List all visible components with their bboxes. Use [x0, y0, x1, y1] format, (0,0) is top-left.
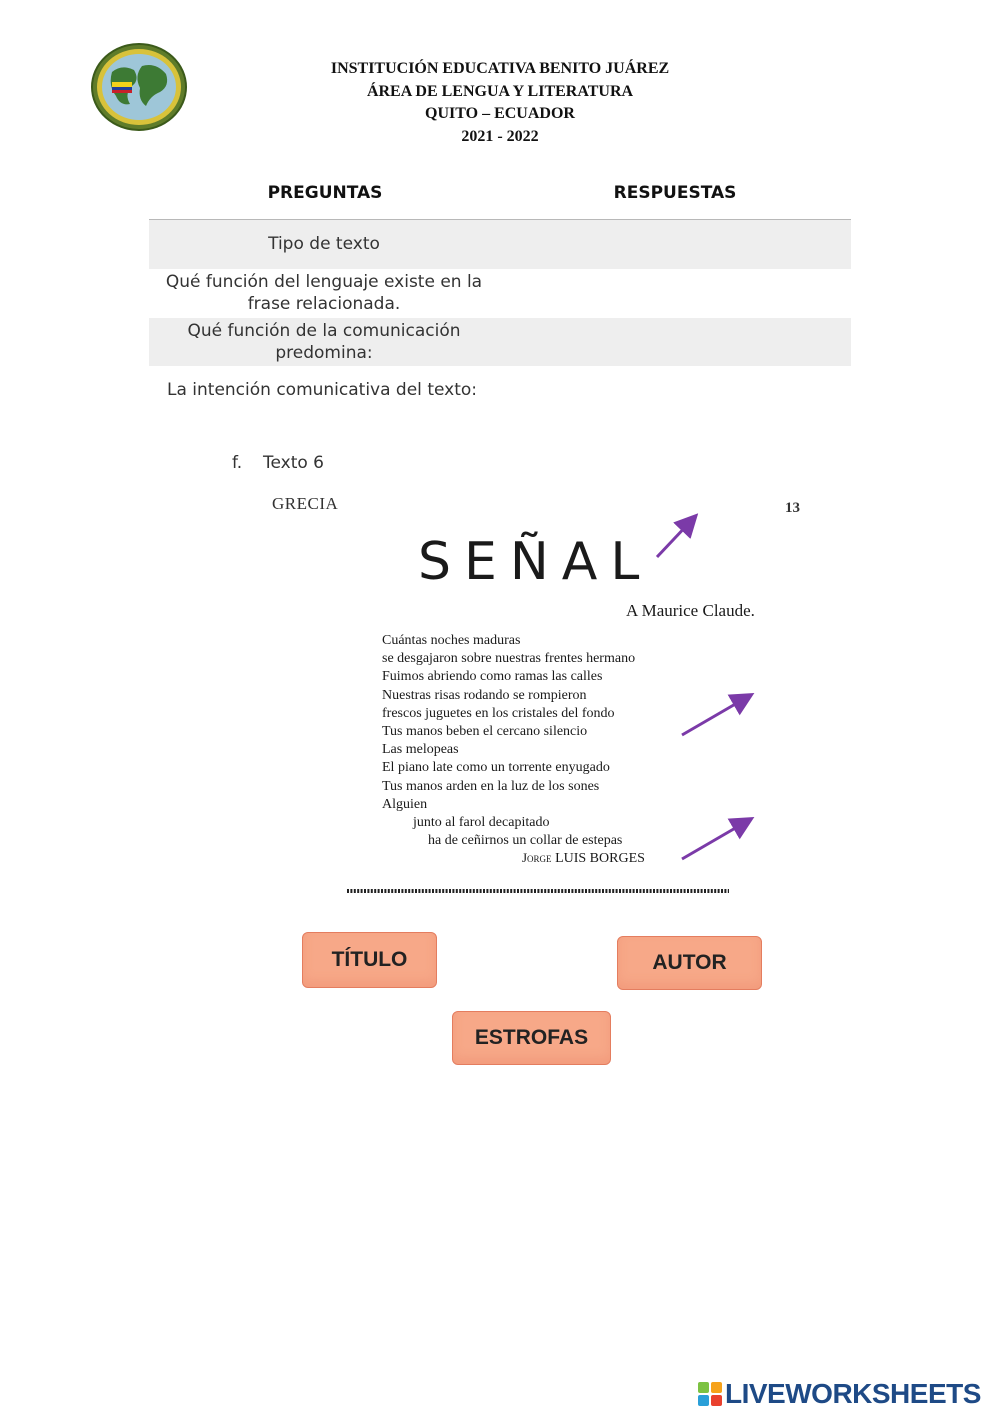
stanzas-label-box[interactable]: ESTROFAS: [452, 1011, 611, 1065]
poem-line: Fuimos abriendo como ramas las calles: [382, 669, 603, 685]
poem-line: Cuántas noches maduras: [382, 633, 521, 648]
arrow-icon: [682, 699, 744, 735]
question-cell: Qué función de la comunicación predomina:: [187, 321, 461, 363]
poem-title: SEÑAL: [418, 532, 653, 592]
header-line-2: ÁREA DE LENGUA Y LITERATURA: [366, 82, 634, 100]
table-row: [149, 269, 851, 318]
poem-line: Alguien: [382, 796, 428, 812]
header-line-4: 2021 - 2022: [461, 127, 539, 145]
scan-page-number: 13: [785, 500, 800, 516]
table-row: [149, 220, 851, 269]
author-last-name: LUIS BORGES: [555, 851, 645, 866]
scan-section-label: GRECIA: [272, 494, 339, 513]
arrow-icon: [682, 823, 744, 859]
institution-header: [200, 58, 800, 148]
liveworksheets-brand: [698, 1378, 981, 1410]
poem-dedication: A Maurice Claude.: [626, 601, 755, 620]
poem-line: Tus manos arden en la luz de los sones: [382, 778, 600, 794]
header-line-3: QUITO – ECUADOR: [425, 105, 575, 122]
poem-line: frescos juguetes en los cristales del fondo: [382, 705, 615, 721]
title-label-box[interactable]: TÍTULO: [302, 932, 437, 988]
question-cell: Tipo de texto: [268, 234, 380, 254]
school-logo: [90, 42, 188, 132]
header-line-1: INSTITUCIÓN EDUCATIVA BENITO JUÁREZ: [330, 60, 670, 77]
column-header-questions: PREGUNTAS: [267, 183, 383, 203]
liveworksheets-logo-icon: [698, 1382, 722, 1406]
poem-line: El piano late como un torrente enyugado: [382, 760, 610, 776]
poem-body: [382, 632, 635, 850]
list-item-label: Texto 6: [263, 453, 325, 473]
author-label-box[interactable]: AUTOR: [617, 936, 762, 990]
list-marker: f.: [232, 453, 243, 473]
table-row: [149, 366, 851, 416]
poem-line: Las melopeas: [382, 742, 459, 758]
poem-line: junto al farol decapitado: [413, 815, 550, 831]
list-item-text-6: [232, 453, 324, 473]
poem-line: Nuestras risas rodando se rompieron: [382, 687, 587, 703]
poem-author: [522, 850, 645, 867]
arrow-icon: [657, 522, 690, 557]
poem-line: se desgajaron sobre nuestras frentes hermano: [382, 651, 636, 667]
column-header-answers: RESPUESTAS: [613, 183, 737, 203]
question-cell: Qué función del lenguaje existe en la frase relacionada.: [165, 272, 483, 314]
brand-name: LIVEWORKSHEETS: [725, 1378, 981, 1409]
table-row: [149, 318, 851, 366]
poem-line: ha de ceñirnos un collar de estepas: [428, 833, 623, 849]
question-cell: La intención comunicativa del texto:: [166, 380, 477, 400]
author-first-name: Jorge: [522, 850, 552, 865]
scan-dotted-rule: [347, 888, 729, 894]
poem-line: Tus manos beben el cercano silencio: [382, 724, 588, 740]
